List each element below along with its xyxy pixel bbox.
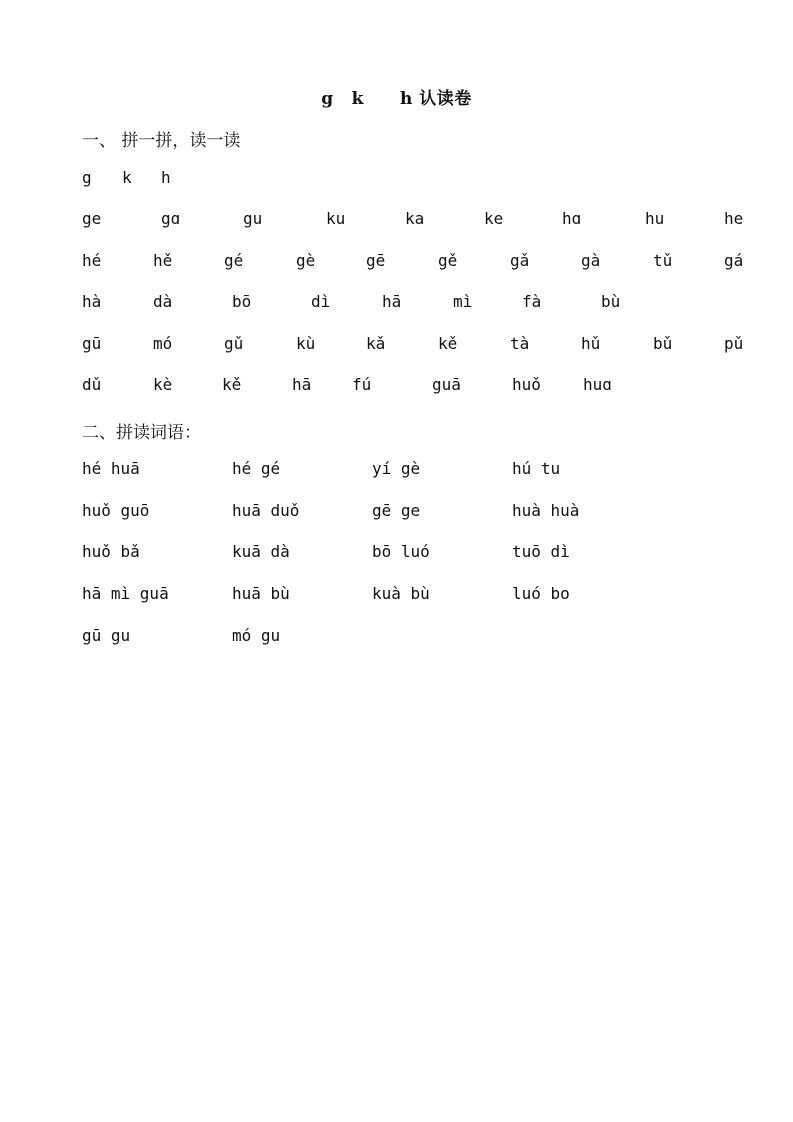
syllable: guā xyxy=(432,375,461,394)
syllable: tǔ xyxy=(653,251,673,270)
title-rest: h 认读卷 xyxy=(399,89,472,109)
syllable-row xyxy=(0,292,793,316)
syllable: tà xyxy=(510,334,530,353)
syllable: hà xyxy=(82,292,102,311)
syllable: mó xyxy=(153,334,173,353)
syllable: hu xyxy=(645,209,665,228)
syllable: gǔ xyxy=(224,334,244,353)
word: hú tu xyxy=(512,459,561,478)
syllable: gě xyxy=(438,251,458,270)
syllable: gè xyxy=(296,251,316,270)
syllable: huǒ xyxy=(512,375,541,394)
syllable: hɑ xyxy=(562,209,582,228)
syllable-row xyxy=(0,251,793,275)
word-row xyxy=(0,542,793,566)
word: huā bù xyxy=(232,584,290,603)
syllable: hǔ xyxy=(581,334,601,353)
syllable: dǔ xyxy=(82,375,102,394)
word-row xyxy=(0,459,793,483)
title-letter-k: k xyxy=(351,89,364,109)
syllable: he xyxy=(724,209,744,228)
section2-heading: 二、拼读词语： xyxy=(82,423,201,443)
syllable: gu xyxy=(243,209,263,228)
syllable: dà xyxy=(153,292,173,311)
page-title xyxy=(0,84,793,109)
syllable: fú xyxy=(352,375,372,394)
word: huǒ guō xyxy=(82,501,150,520)
syllable: kù xyxy=(296,334,316,353)
word: huà huà xyxy=(512,501,580,520)
word: kuā dà xyxy=(232,542,290,561)
syllable: kè xyxy=(153,375,173,394)
syllable: hé xyxy=(82,251,102,270)
word-row xyxy=(0,626,793,650)
syllable: gē xyxy=(366,251,386,270)
syllable: mì xyxy=(453,292,473,311)
word: mó gu xyxy=(232,626,281,645)
syllable: bō xyxy=(232,292,252,311)
syllable: dì xyxy=(311,292,331,311)
word: huǒ bǎ xyxy=(82,542,140,561)
syllable: huɑ xyxy=(583,375,612,394)
syllable: kǎ xyxy=(366,334,386,353)
word-row xyxy=(0,584,793,608)
word: huā duǒ xyxy=(232,501,300,520)
word: gū gu xyxy=(82,626,131,645)
syllable: bù xyxy=(601,292,621,311)
syllable: h xyxy=(161,168,171,187)
syllable: gǎ xyxy=(510,251,530,270)
word: hé huā xyxy=(82,459,140,478)
syllable: ka xyxy=(405,209,425,228)
word: hā mì guā xyxy=(82,584,169,603)
syllable: gū xyxy=(82,334,102,353)
word: luó bo xyxy=(512,584,570,603)
syllable: bǔ xyxy=(653,334,673,353)
syllable: g xyxy=(82,168,92,187)
word: yí gè xyxy=(372,459,421,478)
word: hé gé xyxy=(232,459,281,478)
word: bō luó xyxy=(372,542,430,561)
syllable-row xyxy=(0,334,793,358)
syllable: pǔ xyxy=(724,334,744,353)
syllable: hā xyxy=(382,292,402,311)
syllable: gé xyxy=(224,251,244,270)
syllable: fà xyxy=(522,292,542,311)
syllable-row xyxy=(0,375,793,399)
syllable: hě xyxy=(153,251,173,270)
syllable: ke xyxy=(484,209,504,228)
section1-heading: 一、 拼一拼，读一读 xyxy=(82,131,241,151)
syllable: gɑ xyxy=(161,209,181,228)
title-letter-g: g xyxy=(321,89,334,109)
syllable: kě xyxy=(222,375,242,394)
word-row xyxy=(0,501,793,525)
word: gē ge xyxy=(372,501,421,520)
syllable: hā xyxy=(292,375,312,394)
syllable: gá xyxy=(724,251,744,270)
syllable-row xyxy=(0,168,793,192)
word: kuà bù xyxy=(372,584,430,603)
word: tuō dì xyxy=(512,542,570,561)
syllable: ku xyxy=(326,209,346,228)
syllable: ge xyxy=(82,209,102,228)
syllable-row xyxy=(0,209,793,233)
syllable: gà xyxy=(581,251,601,270)
syllable: kě xyxy=(438,334,458,353)
syllable: k xyxy=(122,168,132,187)
